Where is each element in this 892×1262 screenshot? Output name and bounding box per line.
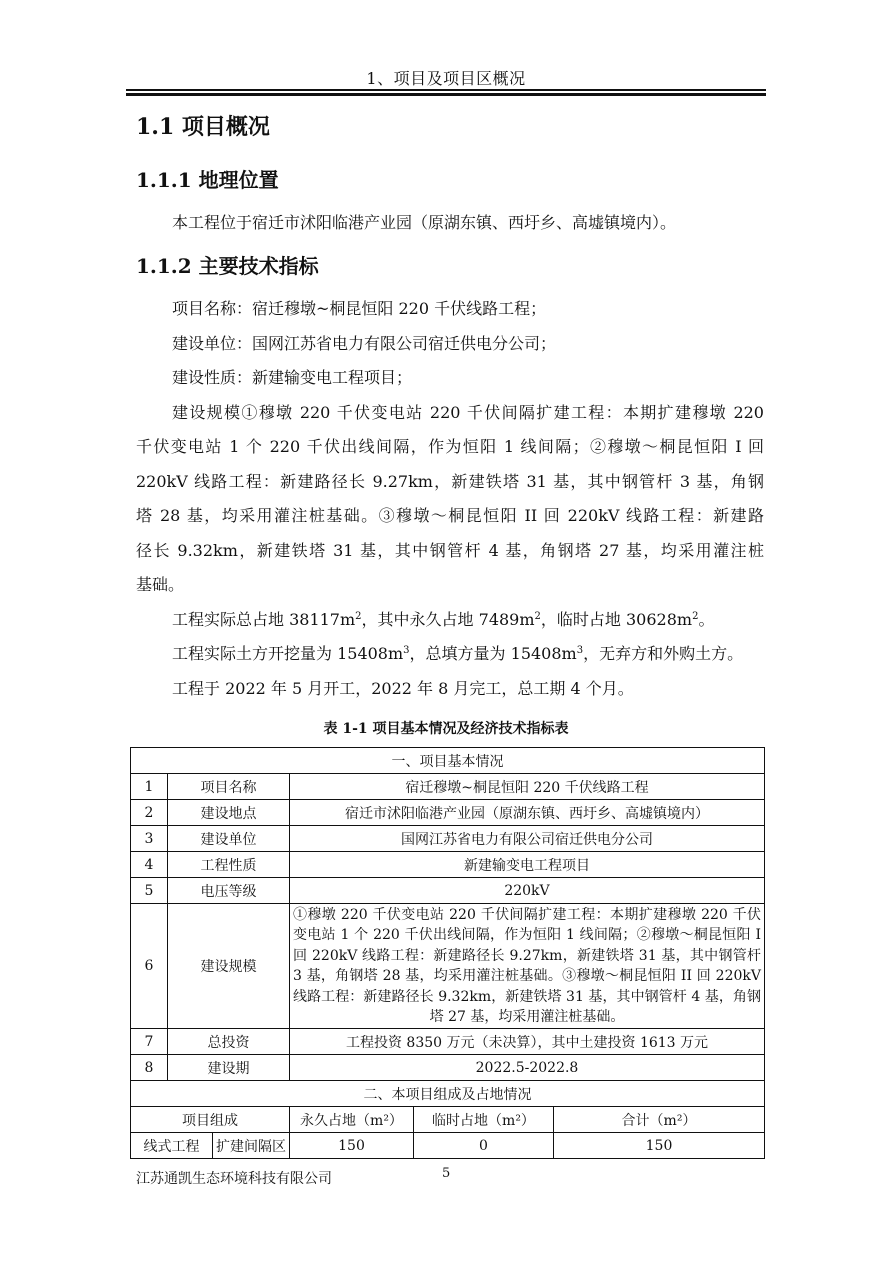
scale-line: 220kV 线路工程：新建路径长 9.27km，新建铁塔 31 基，其中钢管杆 3 基，角钢 xyxy=(136,471,764,491)
header-rule-thin xyxy=(126,89,766,91)
header-rule-thick xyxy=(126,93,766,96)
tech-indicators xyxy=(136,292,764,706)
table-row: 2 建设地点 宿迁市沭阳临港产业园（原湖东镇、西圩乡、高墟镇境内） xyxy=(131,800,765,826)
running-header: 1、项目及项目区概况 xyxy=(366,69,526,88)
nature-line: 建设性质：新建输变电工程项目； xyxy=(172,368,413,387)
page-number: 5 xyxy=(442,1166,451,1181)
schedule-line: 工程于 2022 年 5 月开工，2022 年 8 月完工，总工期 4 个月。 xyxy=(172,678,634,698)
scale-line: 径长 9.32km，新建铁塔 31 基，其中钢管杆 4 基，角钢塔 27 基，均采用灌注桩 xyxy=(136,540,764,560)
scale-line: 千伏变电站 1 个 220 千伏出线间隔，作为恒阳 1 线间隔；②穆墩～桐昆恒阳 I 回 xyxy=(136,437,764,456)
table-header-row: 项目组成 永久占地（m²） 临时占地（m²） 合计（m²） xyxy=(131,1107,765,1133)
location-text: 本工程位于宿迁市沭阳临港产业园（原湖东镇、西圩乡、高墟镇境内）。 xyxy=(172,213,677,232)
scale-cell: ①穆墩 220 千伏变电站 220 千伏间隔扩建工程：本期扩建穆墩 220 千伏变电站 1 个 220 千伏出线间隔，作为恒阳 1 线间隔；②穆墩～桐昆恒阳 I 回 220kV 线路工程：新建路径长 9.27km，新建铁塔 31 基，其中钢管杆 3 基，角钢塔 28 基，均采用灌注桩基础。③穆墩～桐昆恒阳 II 回 220kV 线路工程：新建路径长 9.32km，新建铁塔 31 基，其中钢管杆 4 基，角钢塔 27 基，均采用灌注桩基础。 xyxy=(290,904,765,1029)
table-row: 6 建设规模 ①穆墩 220 千伏变电站 220 千伏间隔扩建工程：本期扩建穆墩 220 千伏变电站 1 个 220 千伏出线间隔，作为恒阳 1 线间隔；②穆墩～桐昆恒阳 I 回 220kV 线路工程：新建路径长 9.27km，新建铁塔 31 基，其中钢管杆 3 基，角钢塔 28 基，均采用灌注桩基础。③穆墩～桐昆恒阳 II 回 220kV 线路工程：新建路径长 9.32km，新建铁塔 31 基，其中钢管杆 4 基，角钢塔 27 基，均采用灌注桩基础。 xyxy=(131,904,765,1029)
scale-line: 塔 28 基，均采用灌注桩基础。③穆墩～桐昆恒阳 II 回 220kV 线路工程：新建路 xyxy=(136,506,764,525)
table-section-row xyxy=(131,1081,765,1107)
table-row: 3 建设单位 国网江苏省电力有限公司宿迁供电分公司 xyxy=(131,826,765,852)
footer-company: 江苏通凯生态环境科技有限公司 xyxy=(136,1171,332,1187)
table-row: 5 电压等级 220kV xyxy=(131,878,765,904)
project-info-table xyxy=(130,747,765,1159)
location-paragraph xyxy=(136,206,764,241)
project-name-line: 项目名称：宿迁穆墩~桐昆恒阳 220 千伏线路工程； xyxy=(172,299,547,318)
builder-line: 建设单位：国网江苏省电力有限公司宿迁供电分公司； xyxy=(172,333,557,353)
scale-line: 建设规模①穆墩 220 千伏变电站 220 千伏间隔扩建工程：本期扩建穆墩 220 xyxy=(172,402,764,422)
table-row: 1 项目名称 宿迁穆墩~桐昆恒阳 220 千伏线路工程 xyxy=(131,774,765,800)
table-caption: 表 1-1 项目基本情况及经济技术指标表 xyxy=(323,721,569,737)
land-area-line: 工程实际总占地 $38117m^2$，其中永久占地 $7489m^2$，临时占地 $30628m^2$。 xyxy=(172,609,715,629)
table-row: 4 工程性质 新建输变电工程项目 xyxy=(131,852,765,878)
scale-line: 基础。 xyxy=(136,575,185,594)
table-row: 线式工程 扩建间隔区 150 0 150 xyxy=(131,1133,765,1159)
heading-1-1-1: 1.1.1 地理位置 xyxy=(136,168,279,192)
section-land-use: 二、本项目组成及占地情况 xyxy=(131,1081,765,1107)
heading-1-1-2: 1.1.2 主要技术指标 xyxy=(136,254,319,278)
table-row: 8 建设期 2022.5-2022.8 xyxy=(131,1055,765,1081)
heading-1-1: 1.1 项目概况 xyxy=(136,114,270,140)
section-basic-info: 一、项目基本情况 xyxy=(131,748,765,774)
table-section-row xyxy=(131,748,765,774)
earthwork-line: 工程实际土方开挖量为 $15408m^3$，总填方量为 $15408m^3$，无弃方和外购土方。 xyxy=(172,644,744,663)
table-row: 7 总投资 工程投资 8350 万元（未决算），其中土建投资 1613 万元 xyxy=(131,1029,765,1055)
